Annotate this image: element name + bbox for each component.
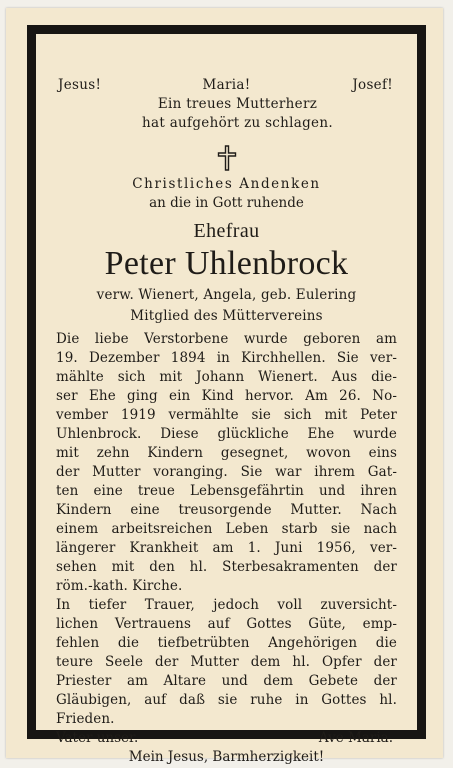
biography-line: 19. Dezember 1894 in Kirchhellen. Sie ver- (56, 350, 397, 366)
prayer-line: Frieden. (56, 711, 115, 727)
prayer-line: Priester am Altare und dem Gebete der (56, 673, 397, 689)
prayer-line: lichen Vertrauens auf Gottes Güte, emp- (56, 616, 397, 632)
invocation-row (56, 76, 397, 95)
closing-vater-unser: Vater unser. (56, 730, 139, 746)
deceased-subtitle: verw. Wienert, Angela, geb. Eulering (96, 287, 357, 303)
deceased-title: Ehefrau (193, 220, 260, 242)
biography-line: längerer Krankheit am 1. Juni 1956, ver- (56, 540, 397, 556)
membership-line: Mitglied des Müttervereins (130, 308, 323, 324)
prayer-line: fehlen die tiefbetrübten Angehörigen die (56, 635, 397, 651)
biography-line: mählte sich mit Johann Wienert. Aus die- (56, 369, 397, 385)
biography-line: ser Ehe ging ein Kind hervor. Am 26. No- (56, 388, 397, 404)
invocation-jesus: Jesus! (58, 77, 102, 93)
closing-row (56, 729, 397, 748)
biography-line: Kindern eine treusorgende Mutter. Nach (56, 502, 397, 518)
biography-line: ten eine treue Lebensgefährtin und ihren (56, 483, 397, 499)
biography-line: Die liebe Verstorbene wurde geboren am (56, 331, 397, 347)
andenken-line-1: Christliches Andenken (132, 176, 321, 192)
closing-ave-maria: Ave Maria. (318, 730, 393, 746)
prayer-line: In tiefer Trauer, jedoch voll zuversicht- (56, 597, 397, 613)
biography-line: röm.-kath. Kirche. (56, 578, 183, 594)
quote-line-1: Ein treues Mutterherz (157, 96, 318, 112)
biography-line: einem arbeitsreichen Leben starb sie nach (56, 521, 397, 537)
biography-line: mit zehn Kindern gesegnet, wovon eins (56, 445, 397, 461)
quote-line-2: hat aufgehört zu schlagen. (142, 115, 333, 131)
card-content (36, 34, 417, 765)
prayer-line: teure Seele der Mutter dem hl. Opfer der (56, 654, 397, 670)
invocation-maria: Maria! (202, 77, 251, 93)
biography-line: Uhlenbrock. Diese glückliche Ehe wurde (56, 426, 397, 442)
biography-line: sehen mit den hl. Sterbesakramenten der (56, 559, 397, 575)
biography-line: vember 1919 vermählte sie sich mit Peter (56, 407, 397, 423)
biography-line: der Mutter voranging. Sie war ihrem Gat- (56, 464, 397, 480)
andenken-line-2: an die in Gott ruhende (149, 195, 304, 211)
deceased-name: Peter Uhlenbrock (104, 245, 349, 282)
prayer-text (56, 596, 397, 729)
closing-final: Mein Jesus, Barmherzigkeit! (128, 749, 325, 765)
biography-text (56, 330, 397, 596)
invocation-josef: Josef! (352, 77, 393, 93)
prayer-line: Gläubigen, auf daß sie ruhe in Gottes hl. (56, 692, 397, 708)
cross-icon (216, 145, 238, 171)
